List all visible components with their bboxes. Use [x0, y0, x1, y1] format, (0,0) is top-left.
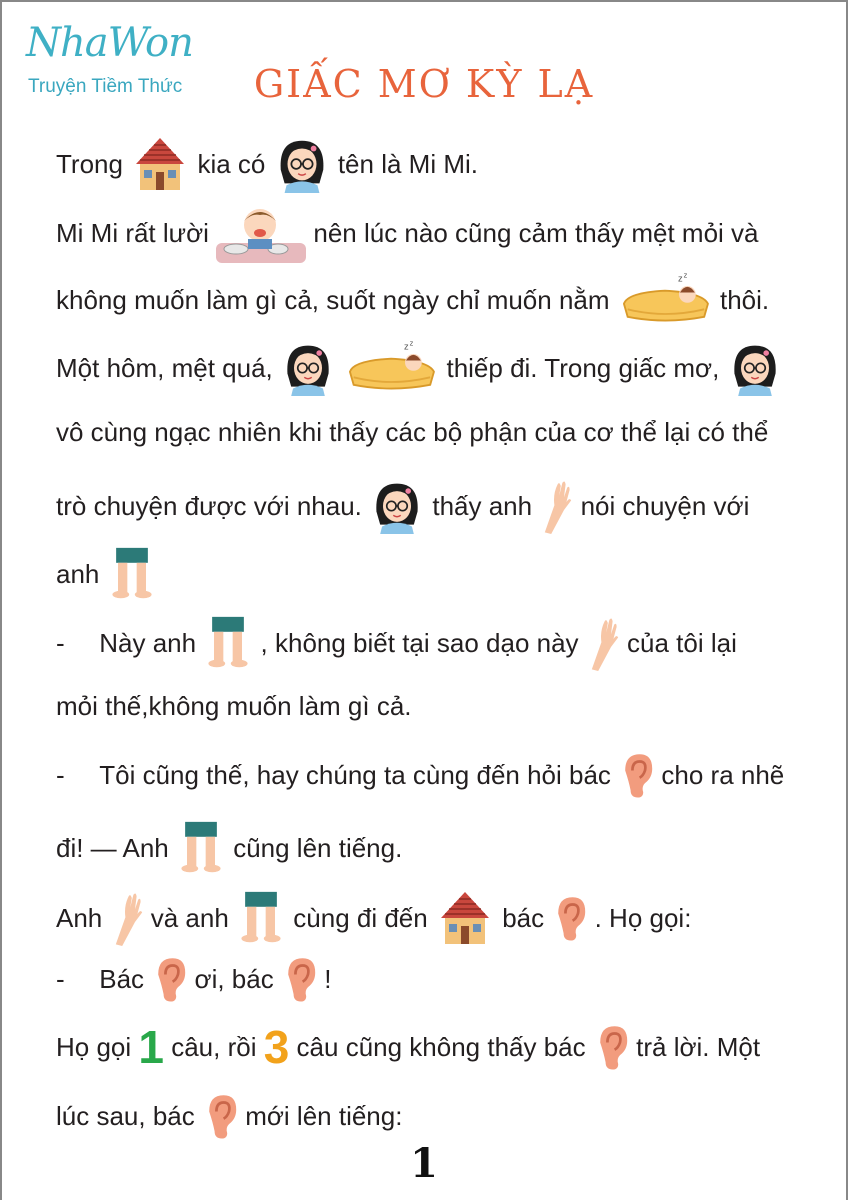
story-line-2	[56, 203, 759, 248]
story-line-11	[56, 820, 403, 863]
text-span: đi! — Anh	[56, 833, 169, 863]
text-span: Anh	[56, 903, 103, 933]
legs-icon	[236, 890, 286, 946]
ear-icon	[202, 1093, 238, 1139]
ear-icon	[281, 956, 317, 1002]
number-three: 3	[263, 1021, 290, 1073]
house-icon	[130, 134, 190, 194]
story-line-3	[56, 272, 770, 315]
text-span: ơi, bác	[194, 964, 274, 994]
text-span: thôi.	[720, 285, 770, 315]
story-line-14	[56, 1021, 761, 1073]
story-line-9	[56, 684, 412, 724]
legs-icon	[176, 820, 226, 876]
story-line-10	[56, 752, 784, 792]
dialogue-dash: -	[56, 760, 65, 790]
page-border-left	[0, 0, 2, 1200]
text-span: tên là Mi Mi.	[337, 149, 478, 179]
page-border-top	[0, 0, 848, 2]
text-span: kia có	[197, 149, 266, 179]
girl-icon	[369, 478, 425, 534]
text-span: trả lời. Một	[636, 1032, 761, 1062]
text-span: thiếp đi. Trong giấc mơ,	[446, 353, 720, 383]
page-number: 1	[410, 1140, 438, 1187]
story-line-8	[56, 615, 737, 658]
dialogue-dash: -	[56, 964, 65, 994]
text-span: lúc sau, bác	[56, 1101, 195, 1131]
text-span: câu cũng không thấy bác	[296, 1032, 586, 1062]
ear-icon	[151, 956, 187, 1002]
story-line-5	[56, 410, 768, 450]
text-span: không muốn làm gì cả, suốt ngày chỉ muốn nằm	[56, 285, 610, 315]
text-span: vô cùng ngạc nhiên khi thấy các bộ phận của cơ thể lại có thể	[56, 417, 769, 448]
hand-icon	[586, 615, 620, 671]
legs-icon	[203, 615, 253, 671]
text-span: mỏi thế,không muốn làm gì cả.	[56, 691, 412, 722]
girl-icon	[280, 340, 336, 396]
text-span: cho ra nhẽ	[661, 760, 785, 790]
ear-icon	[618, 752, 654, 798]
text-span: Bác	[99, 964, 145, 994]
text-span: trò chuyện được với nhau.	[56, 491, 362, 521]
text-span: Họ gọi	[56, 1032, 132, 1062]
text-span: , không biết tại sao dạo này	[260, 628, 579, 658]
text-span: cùng đi đến	[293, 903, 428, 933]
logo-script-text: NhaWon	[26, 20, 193, 66]
story-title: GIẤC MƠ KỲ LẠ	[253, 62, 595, 106]
story-line-6	[56, 478, 750, 521]
number-one: 1	[138, 1021, 164, 1073]
boy-eating-icon	[216, 203, 306, 263]
text-span: của tôi lại	[627, 628, 737, 658]
text-span: . Họ gọi:	[594, 903, 692, 933]
hand-icon	[110, 890, 144, 946]
story-line-12	[56, 888, 692, 933]
text-span: câu, rồi	[171, 1032, 257, 1062]
text-span: Tôi cũng thế, hay chúng ta cùng đến hỏi bác	[99, 760, 611, 790]
text-span: và anh	[150, 903, 229, 933]
sleeping-bed-icon	[617, 272, 713, 328]
text-span: !	[324, 964, 332, 994]
text-span: bác	[502, 903, 545, 933]
story-line-1	[56, 134, 478, 179]
text-span: anh	[56, 559, 100, 589]
house-icon	[435, 888, 495, 948]
text-span: cũng lên tiếng.	[233, 833, 403, 863]
logo-subtitle: Truyện Tiềm Thức	[28, 76, 183, 97]
story-line-13	[56, 956, 331, 996]
text-span: Trong	[56, 149, 123, 179]
story-line-4	[56, 340, 783, 383]
text-span: mới lên tiếng:	[245, 1101, 403, 1131]
ear-icon	[551, 895, 587, 941]
text-span: Này anh	[99, 628, 197, 658]
dialogue-dash: -	[56, 628, 65, 658]
hand-icon	[539, 478, 573, 534]
sleeping-bed-icon	[343, 340, 439, 396]
story-line-15	[56, 1093, 402, 1133]
text-span: thấy anh	[432, 491, 533, 521]
legs-icon	[107, 546, 157, 602]
text-span: nên lúc nào cũng cảm thấy mệt mỏi và	[313, 218, 759, 248]
text-span: Mi Mi rất lười	[56, 218, 209, 248]
text-span: nói chuyện với	[580, 491, 750, 521]
story-line-7	[56, 546, 157, 589]
text-span: Một hôm, mệt quá,	[56, 353, 273, 383]
girl-icon	[273, 135, 331, 193]
ear-icon	[593, 1024, 629, 1070]
girl-icon	[727, 340, 783, 396]
